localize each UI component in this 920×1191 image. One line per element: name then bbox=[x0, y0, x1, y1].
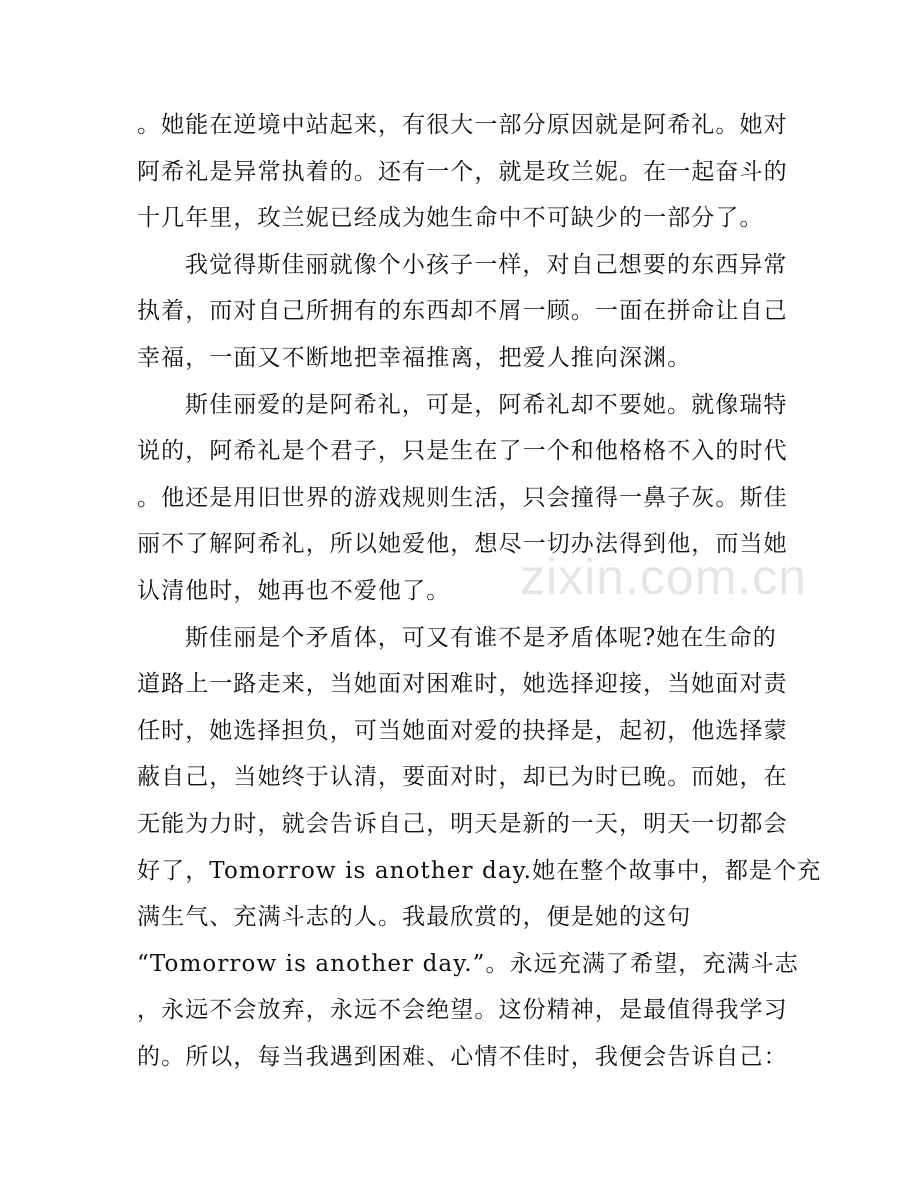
text-line: 蔽自己，当她终于认清，要面对时，却已为时已晚。而她，在 bbox=[137, 764, 788, 791]
text-line: “Tomorrow is another day.”。永远充满了希望，充满斗志 bbox=[137, 950, 799, 977]
text-line: 无能为力时，就会告诉自己，明天是新的一天，明天一切都会 bbox=[137, 810, 788, 837]
paragraph-start-line: 斯佳丽是个矛盾体，可又有谁不是矛盾体呢?她在生命的 bbox=[185, 624, 777, 651]
text-line: 幸福，一面又不断地把幸福推离，把爱人推向深渊。 bbox=[137, 344, 692, 371]
text-line: 好了，Tomorrow is another day.她在整个故事中，都是个充 bbox=[137, 857, 822, 884]
paragraph-start-line: 斯佳丽爱的是阿希礼，可是，阿希礼却不要她。就像瑞特 bbox=[185, 391, 788, 418]
paragraph-start-line: 我觉得斯佳丽就像个小孩子一样，对自己想要的东西异常 bbox=[185, 251, 788, 278]
text-line: 丽不了解阿希礼，所以她爱他，想尽一切办法得到他，而当她 bbox=[137, 531, 788, 558]
text-line: 。她能在逆境中站起来，有很大一部分原因就是阿希礼。她对 bbox=[137, 112, 788, 138]
text-line: 任时，她选择担负，可当她面对爱的抉择是，起初，他选择蒙 bbox=[137, 717, 788, 744]
text-line: ，永远不会放弃，永远不会绝望。这份精神，是最值得我学习 bbox=[137, 997, 788, 1024]
text-line: 认清他时，她再也不爱他了。 bbox=[137, 577, 451, 604]
text-line: 阿希礼是异常执着的。还有一个，就是玫兰妮。在一起奋斗的 bbox=[137, 158, 788, 185]
text-line: 执着，而对自己所拥有的东西却不屑一顾。一面在拼命让自己 bbox=[137, 298, 788, 325]
watermark: zixin.com.cn bbox=[520, 549, 808, 605]
text-line: 满生气、充满斗志的人。我最欣赏的，便是她的这句 bbox=[137, 904, 692, 931]
text-line: 。他还是用旧世界的游戏规则生活，只会撞得一鼻子灰。斯佳 bbox=[137, 484, 788, 511]
text-line: 的。所以，每当我遇到困难、心情不佳时，我便会告诉自己： bbox=[137, 1043, 788, 1070]
text-line: 道路上一路走来，当她面对困难时，她选择迎接，当她面对责 bbox=[137, 671, 788, 698]
text-line: 十几年里，玫兰妮已经成为她生命中不可缺少的一部分了。 bbox=[137, 205, 764, 232]
text-line: 说的，阿希礼是个君子，只是生在了一个和他格格不入的时代 bbox=[137, 438, 788, 465]
